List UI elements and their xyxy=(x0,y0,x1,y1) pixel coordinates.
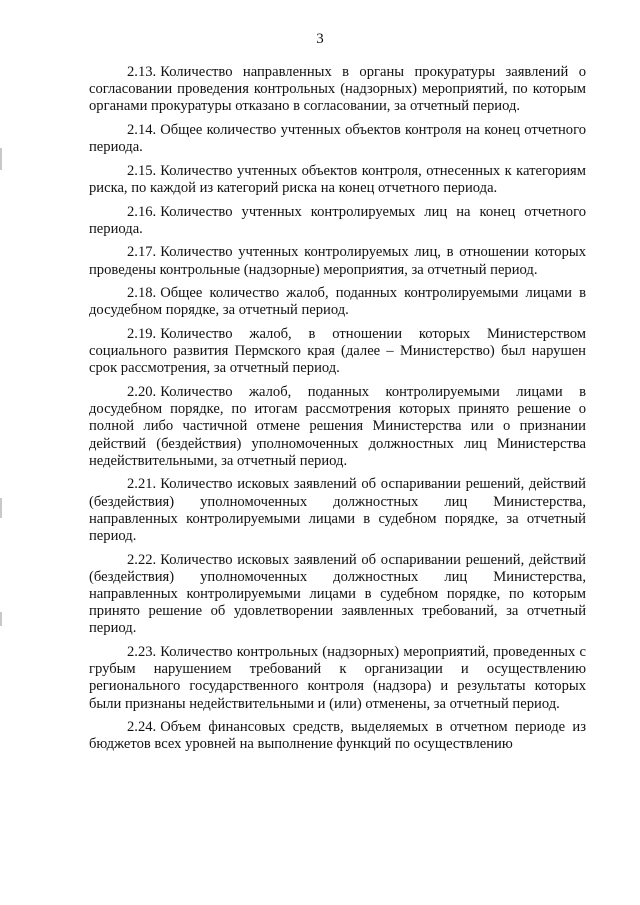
paragraph-text: Количество контрольных (надзорных) мероприятий, проведенных с грубым нарушением требований к организации и осуществлению регионального государственного контроля (надзора) и результаты которых были признаны недействительными и (или) отменены, за отчетный период. xyxy=(89,644,586,712)
paragraph-number: 2.24. xyxy=(127,719,157,736)
paragraph-2-20 xyxy=(89,384,586,470)
paragraph-2-17 xyxy=(89,244,586,278)
paragraph-text: Количество жалоб, в отношении которых Министерством социального развития Пермского края (далее – Министерство) был нарушен срок рассмотрения, за отчетный период. xyxy=(89,325,586,377)
paragraph-2-16 xyxy=(89,204,586,238)
paragraph-2-22 xyxy=(89,552,586,638)
paragraph-text: Количество направленных в органы прокуратуры заявлений о согласовании проведения контрольных (надзорных) мероприятий, по которым органами прокуратуры отказано в согласовании, за отчетный период. xyxy=(89,64,586,115)
paragraph-text: Объем финансовых средств, выделяемых в отчетном периоде из бюджетов всех уровней на выполнение функций по осуществлению xyxy=(89,719,586,753)
paragraph-number: 2.20. xyxy=(127,383,157,400)
paragraph-text: Количество учтенных контролируемых лиц на конец отчетного периода. xyxy=(89,203,586,237)
page-number: 3 xyxy=(316,31,324,47)
paragraph-text: Общее количество учтенных объектов контроля на конец отчетного периода. xyxy=(89,122,586,156)
paragraph-number: 2.16. xyxy=(127,203,157,220)
scan-edge-mark-bottom xyxy=(0,612,2,626)
paragraph-text: Общее количество жалоб, поданных контролируемыми лицами в досудебном порядке, за отчетный период. xyxy=(89,285,586,319)
paragraph-text: Количество исковых заявлений об оспаривании решений, действий (бездействия) уполномоченных должностных лиц Министерства, направленных контролируемыми лицами в судебном порядке, по которым принято решение об удовлетворении заявленных требований, за отчетный период. xyxy=(89,551,586,637)
paragraph-number: 2.17. xyxy=(127,244,157,261)
paragraph-2-13 xyxy=(89,64,586,116)
paragraph-number: 2.18. xyxy=(127,285,157,302)
paragraph-number: 2.23. xyxy=(127,644,157,660)
paragraph-text: Количество учтенных контролируемых лиц, в отношении которых проведены контрольные (надзорные) мероприятия, за отчетный период. xyxy=(89,244,586,278)
paragraph-text: Количество учтенных объектов контроля, отнесенных к категориям риска, по каждой из категорий риска на конец отчетного периода. xyxy=(89,162,586,196)
scan-edge-mark-middle xyxy=(0,498,2,518)
paragraph-2-21 xyxy=(89,476,586,545)
paragraph-2-23 xyxy=(89,644,586,713)
paragraph-2-24 xyxy=(89,719,586,753)
paragraph-number: 2.22. xyxy=(127,551,157,568)
paragraph-number: 2.19. xyxy=(127,325,157,342)
paragraph-number: 2.14. xyxy=(127,122,157,138)
paragraph-2-15 xyxy=(89,163,586,197)
paragraph-text: Количество жалоб, поданных контролируемыми лицами в досудебном порядке, по итогам рассмотрения которых принято решение о полной либо частичной отмене решения Министерства или о признании действий (бездействия) уполномоченных должностных лиц Министерства недействительными, за отчетный период. xyxy=(89,383,586,469)
paragraph-text: Количество исковых заявлений об оспаривании решений, действий (бездействия) уполномоченных должностных лиц Министерства, направленных контролируемыми лицами в судебном порядке, за отчетный период. xyxy=(89,476,586,544)
scan-edge-mark-top xyxy=(0,148,2,170)
paragraph-2-18 xyxy=(89,285,586,319)
paragraph-number: 2.13. xyxy=(127,64,157,80)
paragraph-2-19 xyxy=(89,326,586,378)
paragraph-2-14 xyxy=(89,122,586,156)
paragraph-number: 2.15. xyxy=(127,162,157,179)
document-body xyxy=(89,64,586,760)
paragraph-number: 2.21. xyxy=(127,476,157,493)
